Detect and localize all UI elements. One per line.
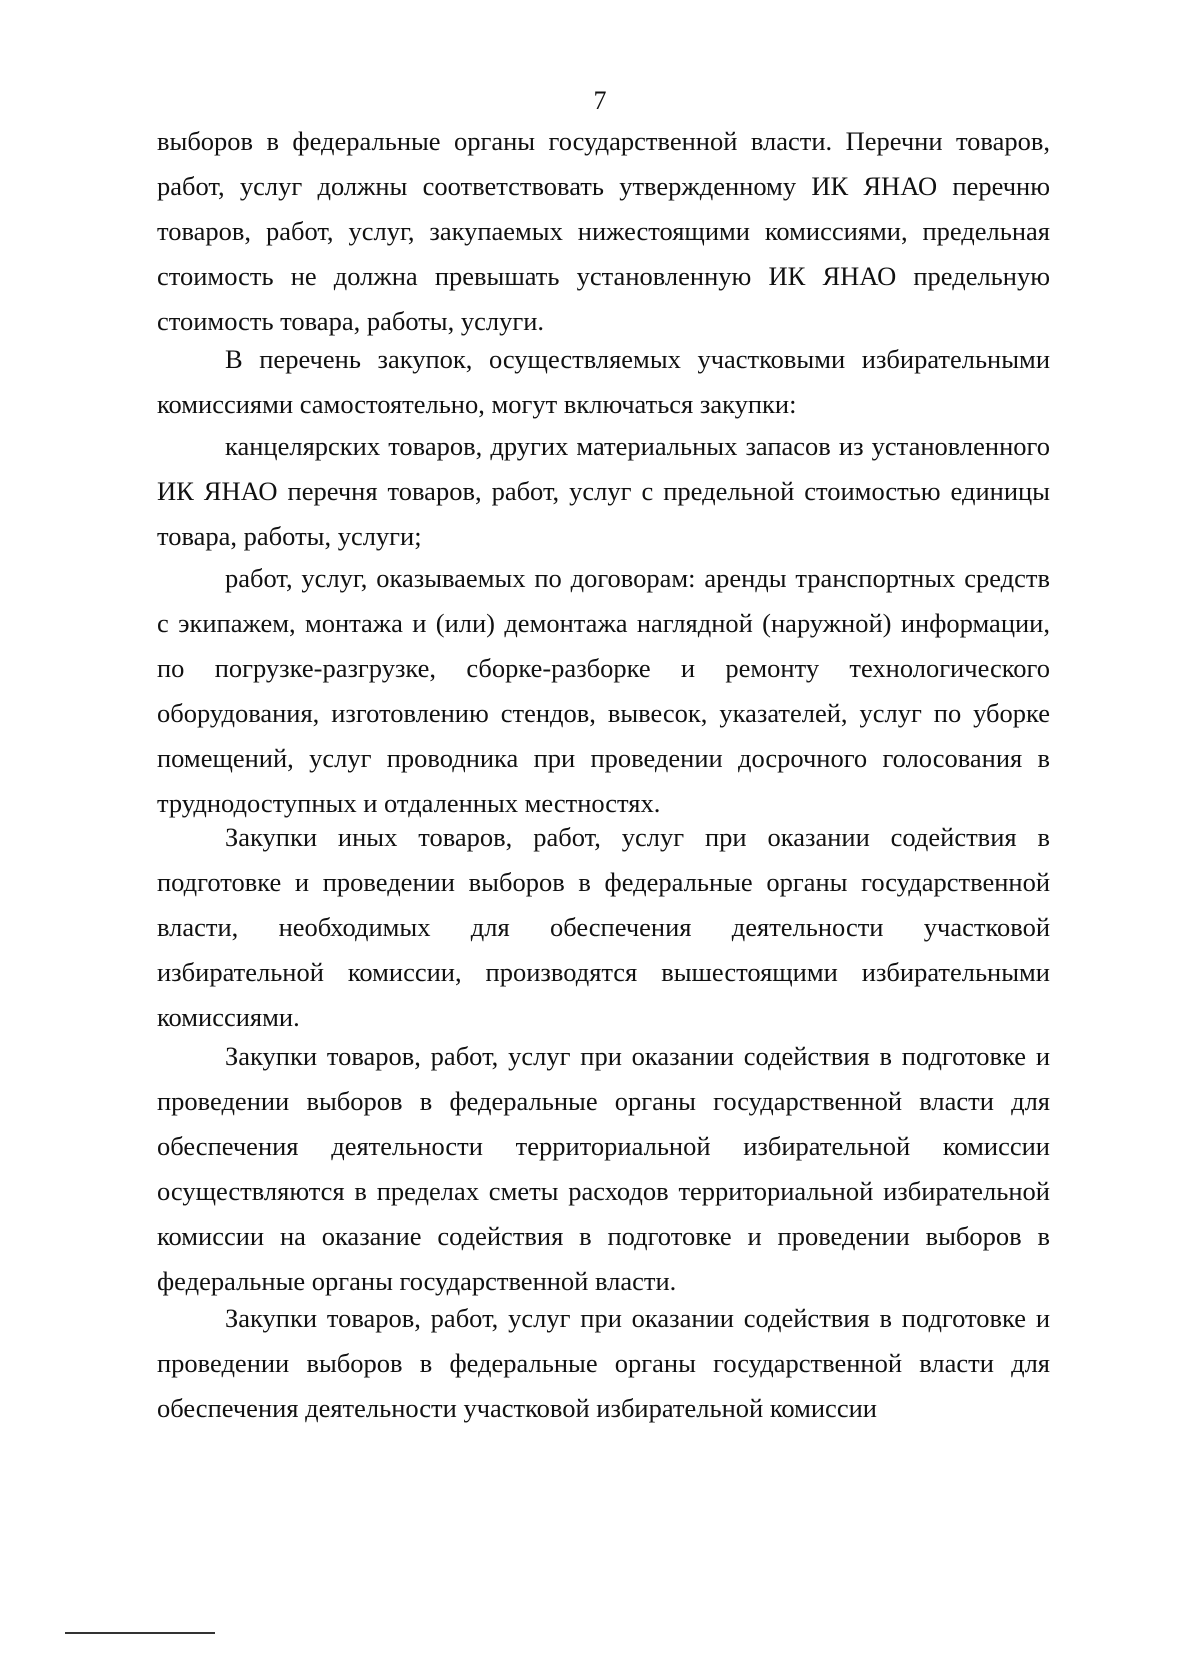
paragraph-other-procurement [157, 815, 1050, 1040]
paragraph-services [157, 556, 1050, 826]
paragraph-text: выборов в федеральные органы государственной власти. Перечни товаров, работ, услуг должны соответствовать утвержденному ИК ЯНАО перечню товаров, работ, услуг, закупаемых нижестоящими комиссиями, предельная стоимость не должна превышать установленную ИК ЯНАО предельную стоимость товара, работы, услуги. [157, 126, 1050, 336]
paragraph-stationery [157, 424, 1050, 559]
paragraph-text: В перечень закупок, осуществляемых участковыми избирательными комиссиями самостоятельно, могут включаться закупки: [157, 344, 1050, 419]
paragraph-text: работ, услуг, оказываемых по договорам: аренды транспортных средств с экипажем, монтажа и (или) демонтажа наглядной (наружной) информации, по погрузке-разгрузке, сборке-разборке и ремонту технологического оборудования, изготовлению стендов, вывесок, указателей, услуг по уборке помещений, услуг проводника при проведении досрочного голосования в труднодоступных и отдаленных местностях. [157, 563, 1050, 818]
page-number: 7 [593, 86, 607, 115]
paragraph-precinct-commission [157, 1296, 1050, 1431]
paragraph-text: канцелярских товаров, других материальных запасов из установленного ИК ЯНАО перечня товаров, работ, услуг с предельной стоимостью единицы товара, работы, услуги; [157, 431, 1050, 551]
paragraph-continuation [157, 119, 1050, 344]
paragraph-text: Закупки товаров, работ, услуг при оказании содействия в подготовке и проведении выборов в федеральные органы государственной власти для обеспечения деятельности участковой избирательной комиссии [157, 1303, 1050, 1423]
paragraph-text: Закупки иных товаров, работ, услуг при оказании содействия в подготовке и проведении выборов в федеральные органы государственной власти, необходимых для обеспечения деятельности участковой избирательной комиссии, производятся вышестоящими избирательными комиссиями. [157, 822, 1050, 1032]
paragraph-territorial-commission [157, 1034, 1050, 1304]
paragraph-text: Закупки товаров, работ, услуг при оказании содействия в подготовке и проведении выборов в федеральные органы государственной власти для обеспечения деятельности территориальной избирательной комиссии осуществляются в пределах сметы расходов территориальной избирательной комиссии на оказание содействия в подготовке и проведении выборов в федеральные органы государственной власти. [157, 1041, 1050, 1296]
footer-rule [65, 1632, 215, 1634]
paragraph-procurement-list [157, 337, 1050, 427]
